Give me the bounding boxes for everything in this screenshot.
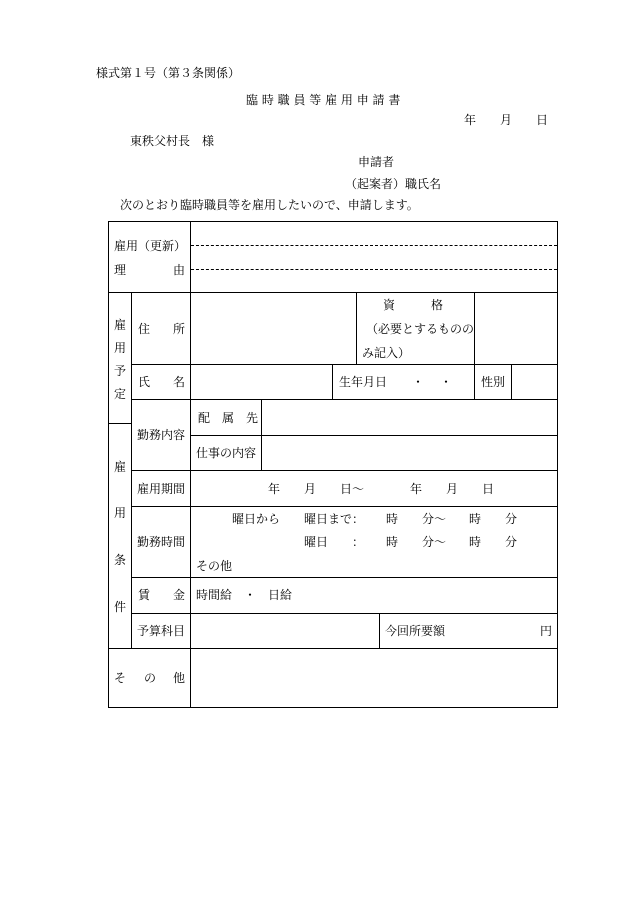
address-label-b: 所: [173, 322, 186, 336]
birthdate-separator-1: ・: [412, 375, 425, 389]
hours-minute-4: 分: [505, 535, 518, 549]
section-joken-char-2: 用: [114, 506, 127, 520]
hours-day-2: 曜日: [304, 535, 329, 549]
section-yotei-char-4: 定: [114, 387, 127, 401]
name-label-a: 氏: [138, 375, 151, 389]
hours-minute-1: 分～: [422, 512, 447, 526]
hours-hour-1: 時: [386, 512, 399, 526]
hours-colon-2: ：: [352, 535, 365, 549]
form-title: 臨 時 職 員 等 雇 用 申 請 書: [246, 93, 401, 107]
period-label: 雇用期間: [137, 482, 186, 496]
hours-other-label: その他: [196, 559, 233, 573]
period-day-2: 日: [482, 482, 495, 496]
intro-text: 次のとおり臨時職員等を雇用したいので、申請します。: [120, 198, 419, 212]
birthdate-separator-2: ・: [440, 375, 453, 389]
addressee: 東秩父村長 様: [130, 134, 215, 148]
section-yotei-char-2: 用: [114, 341, 127, 355]
period-day-1: 日～: [340, 482, 365, 496]
hours-from-day: 曜日から: [232, 512, 281, 526]
wage-label-a: 賃: [138, 588, 151, 602]
period-month-1: 月: [304, 482, 317, 496]
hours-to-day: 曜日まで：: [304, 512, 365, 526]
section-joken-char-3: 条: [114, 553, 127, 567]
budget-label: 予算科目: [137, 624, 186, 638]
form-number: 様式第１号（第３条関係）: [96, 66, 241, 80]
address-label-a: 住: [138, 322, 151, 336]
yen-label: 円: [540, 624, 553, 638]
wage-type: 時間給 ・ 日給: [196, 588, 293, 602]
reason-label-2a: 理: [114, 263, 127, 277]
date-year-label: 年: [464, 113, 477, 127]
drafter-label: （起案者）職氏名: [345, 177, 442, 191]
hours-hour-2: 時: [469, 512, 482, 526]
work-content-label: 勤務内容: [137, 428, 186, 442]
wage-label-b: 金: [173, 588, 186, 602]
reason-label-1: 雇用（更新）: [114, 239, 187, 253]
other-label-2: の: [144, 671, 157, 685]
period-year-2: 年: [410, 482, 423, 496]
required-amount-label: 今回所要額: [385, 624, 446, 638]
hours-hour-4: 時: [469, 535, 482, 549]
other-label-3: 他: [173, 671, 186, 685]
applicant-label: 申請者: [358, 155, 395, 169]
birthdate-label: 生年月日: [339, 375, 388, 389]
qualification-note-1: （必要とするものの: [366, 322, 475, 336]
qualification-note-2: み記入）: [362, 346, 411, 360]
hours-label: 勤務時間: [137, 535, 186, 549]
reason-label-2b: 由: [173, 263, 186, 277]
section-joken-char-1: 雇: [114, 460, 127, 474]
section-joken-char-4: 件: [114, 600, 127, 614]
name-label-b: 名: [173, 375, 186, 389]
other-label-1: そ: [114, 671, 127, 685]
hours-minute-3: 分～: [422, 535, 447, 549]
hours-minute-2: 分: [505, 512, 518, 526]
assignment-label: 配 属 先: [198, 411, 259, 425]
date-day-label: 日: [536, 113, 549, 127]
section-yotei-char-1: 雇: [114, 318, 127, 332]
period-month-2: 月: [446, 482, 459, 496]
job-content-label: 仕事の内容: [196, 446, 257, 460]
date-month-label: 月: [500, 113, 513, 127]
section-yotei-char-3: 予: [114, 364, 127, 378]
gender-label: 性別: [481, 375, 506, 389]
qualification-label: 資 格: [383, 298, 444, 312]
period-year-1: 年: [268, 482, 281, 496]
hours-hour-3: 時: [386, 535, 399, 549]
